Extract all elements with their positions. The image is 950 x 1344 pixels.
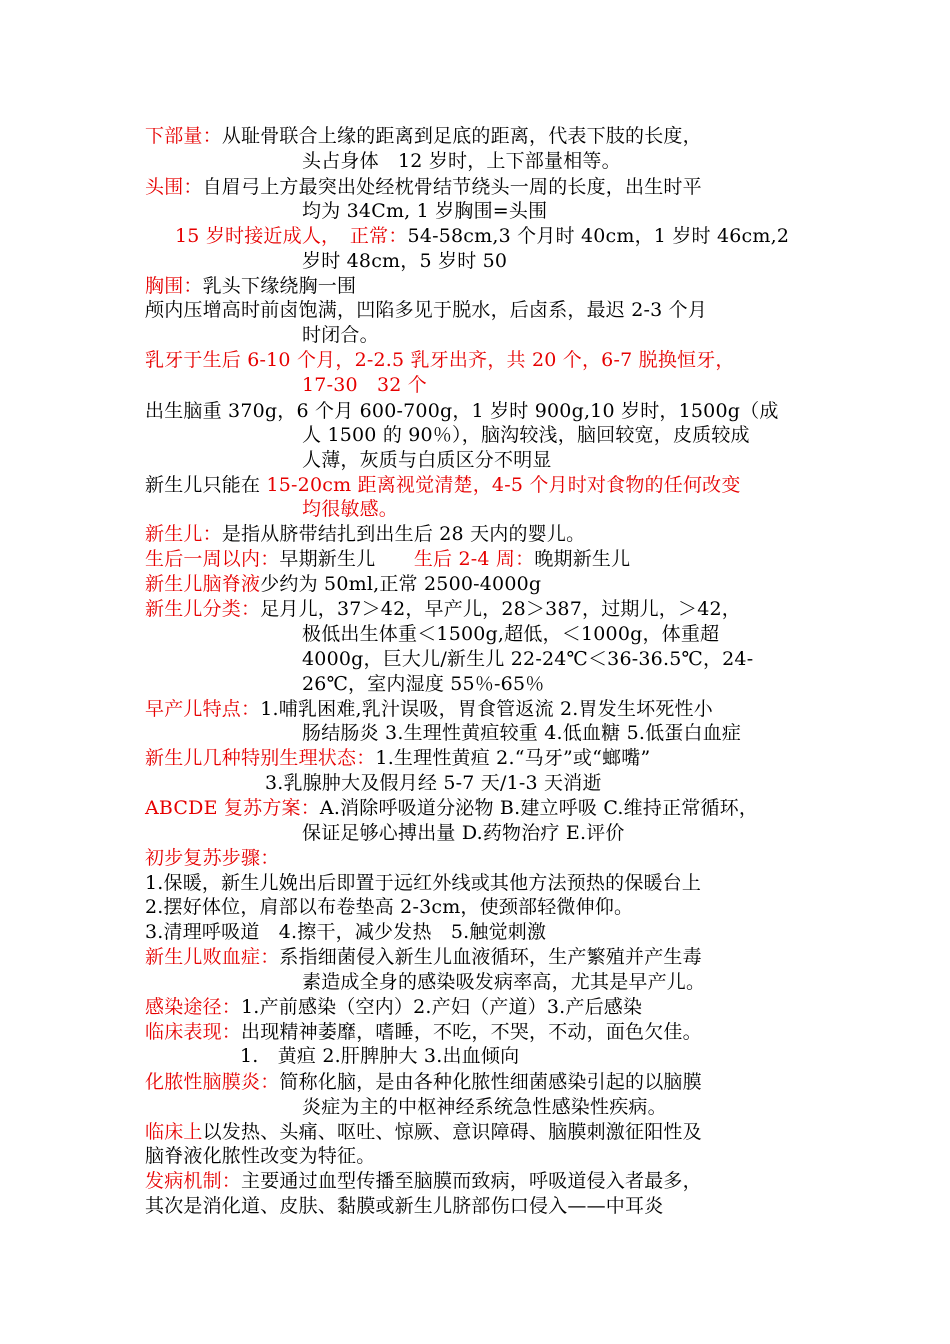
text-line: 发病机制：主要通过血型传播至脑膜而致病，呼吸道侵入者最多， bbox=[145, 1170, 702, 1192]
text-line: 颅内压增高时前卤饱满，凹陷多见于脱水，后卤系，最迟 2-3 个月 bbox=[145, 299, 708, 321]
text-line: 生后一周以内：早期新生儿 生后 2-4 周：晚期新生儿 bbox=[145, 548, 631, 570]
text-line: 2.摆好体位，肩部以布卷垫高 2-3cm，使颈部轻微伸仰。 bbox=[145, 896, 634, 918]
text-line: 26℃，室内湿度 55％-65％ bbox=[302, 673, 545, 695]
text-line: 人 1500 的 90％），脑沟较浅，脑回较宽，皮质较成 bbox=[302, 424, 750, 446]
text-line: 早产儿特点：1.哺乳困难,乳汁误吸，胃食管返流 2.胃发生坏死性小 bbox=[145, 698, 713, 720]
text-line: 其次是消化道、皮肤、黏膜或新生儿脐部伤口侵入——中耳炎 bbox=[145, 1195, 664, 1217]
text-line: 时闭合。 bbox=[302, 324, 379, 346]
text-line: 头围：自眉弓上方最突出处经枕骨结节绕头一周的长度，出生时平 bbox=[145, 176, 702, 198]
text-line: 胸围：乳头下缘绕胸一围 bbox=[145, 275, 357, 297]
text-line: 17-30 32 个 bbox=[302, 374, 427, 396]
text-line: 岁时 48cm，5 岁时 50 bbox=[302, 250, 508, 272]
text-line: 人薄，灰质与白质区分不明显 bbox=[302, 449, 552, 471]
text-line: 3.乳腺肿大及假月经 5-7 天/1-3 天消逝 bbox=[265, 772, 602, 794]
text-line: 1. 黄疸 2.肝脾肿大 3.出血倾向 bbox=[240, 1045, 520, 1067]
text-line: 初步复苏步骤： bbox=[145, 847, 280, 869]
text-line: 素造成全身的感染吸发病率高，尤其是早产儿。 bbox=[302, 971, 706, 993]
text-line: 极低出生体重＜1500g,超低，＜1000g，体重超 bbox=[302, 623, 720, 645]
text-line: 新生儿败血症：系指细菌侵入新生儿血液循环，生产繁殖并产生毒 bbox=[145, 946, 702, 968]
text-line: 1.保暖，新生儿娩出后即置于远红外线或其他方法预热的保暖台上 bbox=[145, 872, 702, 894]
text-line: 新生儿：是指从脐带结扎到出生后 28 天内的婴儿。 bbox=[145, 523, 586, 545]
text-line: 保证足够心搏出量 D.药物治疗 E.评价 bbox=[302, 822, 625, 844]
text-line: 3.清理呼吸道 4.擦干，减少发热 5.触觉刺激 bbox=[145, 921, 547, 943]
text-line: 感染途径：1.产前感染（空内）2.产妇（产道）3.产后感染 bbox=[145, 996, 643, 1018]
text-line: 均为 34Cm, 1 岁胸围=头围 bbox=[302, 200, 548, 222]
text-line: 肠结肠炎 3.生理性黄疸较重 4.低血糖 5.低蛋白血症 bbox=[302, 722, 742, 744]
text-line: 化脓性脑膜炎：简称化脑，是由各种化脓性细菌感染引起的以脑膜 bbox=[145, 1071, 702, 1093]
text-line: 炎症为主的中枢神经系统急性感染性疾病。 bbox=[302, 1096, 667, 1118]
text-line: 临床上以发热、头痛、呕吐、惊厥、意识障碍、脑膜刺激征阳性及 bbox=[145, 1121, 702, 1143]
text-line: 15 岁时接近成人， 正常：54-58cm,3 个月时 40cm，1 岁时 46cm,2 bbox=[175, 225, 790, 247]
text-line: 均很敏感。 bbox=[302, 498, 399, 520]
text-line: 4000g，巨大儿/新生儿 22-24℃＜36-36.5℃，24- bbox=[302, 648, 754, 670]
text-line: 新生儿只能在 15-20cm 距离视觉清楚，4-5 个月时对食物的任何改变 bbox=[145, 474, 741, 496]
text-line: ABCDE 复苏方案：A.消除呼吸道分泌物 B.建立呼吸 C.维持正常循环， bbox=[145, 797, 759, 819]
text-line: 出生脑重 370g，6 个月 600-700g，1 岁时 900g,10 岁时，1500g（成 bbox=[145, 400, 779, 422]
text-line: 临床表现：出现精神萎靡，嗜睡，不吃，不哭，不动，面色欠佳。 bbox=[145, 1021, 702, 1043]
text-line: 新生儿脑脊液少约为 50ml,正常 2500-4000g bbox=[145, 573, 542, 595]
text-line: 新生儿几种特别生理状态：1.生理性黄疸 2.“马牙”或“螂嘴” bbox=[145, 747, 651, 769]
text-line: 头占身体 12 岁时，上下部量相等。 bbox=[302, 150, 621, 172]
text-line: 乳牙于生后 6-10 个月，2-2.5 乳牙出齐，共 20 个，6-7 脱换恒牙， bbox=[145, 349, 735, 371]
text-line: 脑脊液化脓性改变为特征。 bbox=[145, 1145, 376, 1167]
text-line: 下部量：从耻骨联合上缘的距离到足底的距离，代表下肢的长度， bbox=[145, 125, 702, 147]
text-line: 新生儿分类：足月儿，37＞42，早产儿，28＞387，过期儿，＞42， bbox=[145, 598, 741, 620]
